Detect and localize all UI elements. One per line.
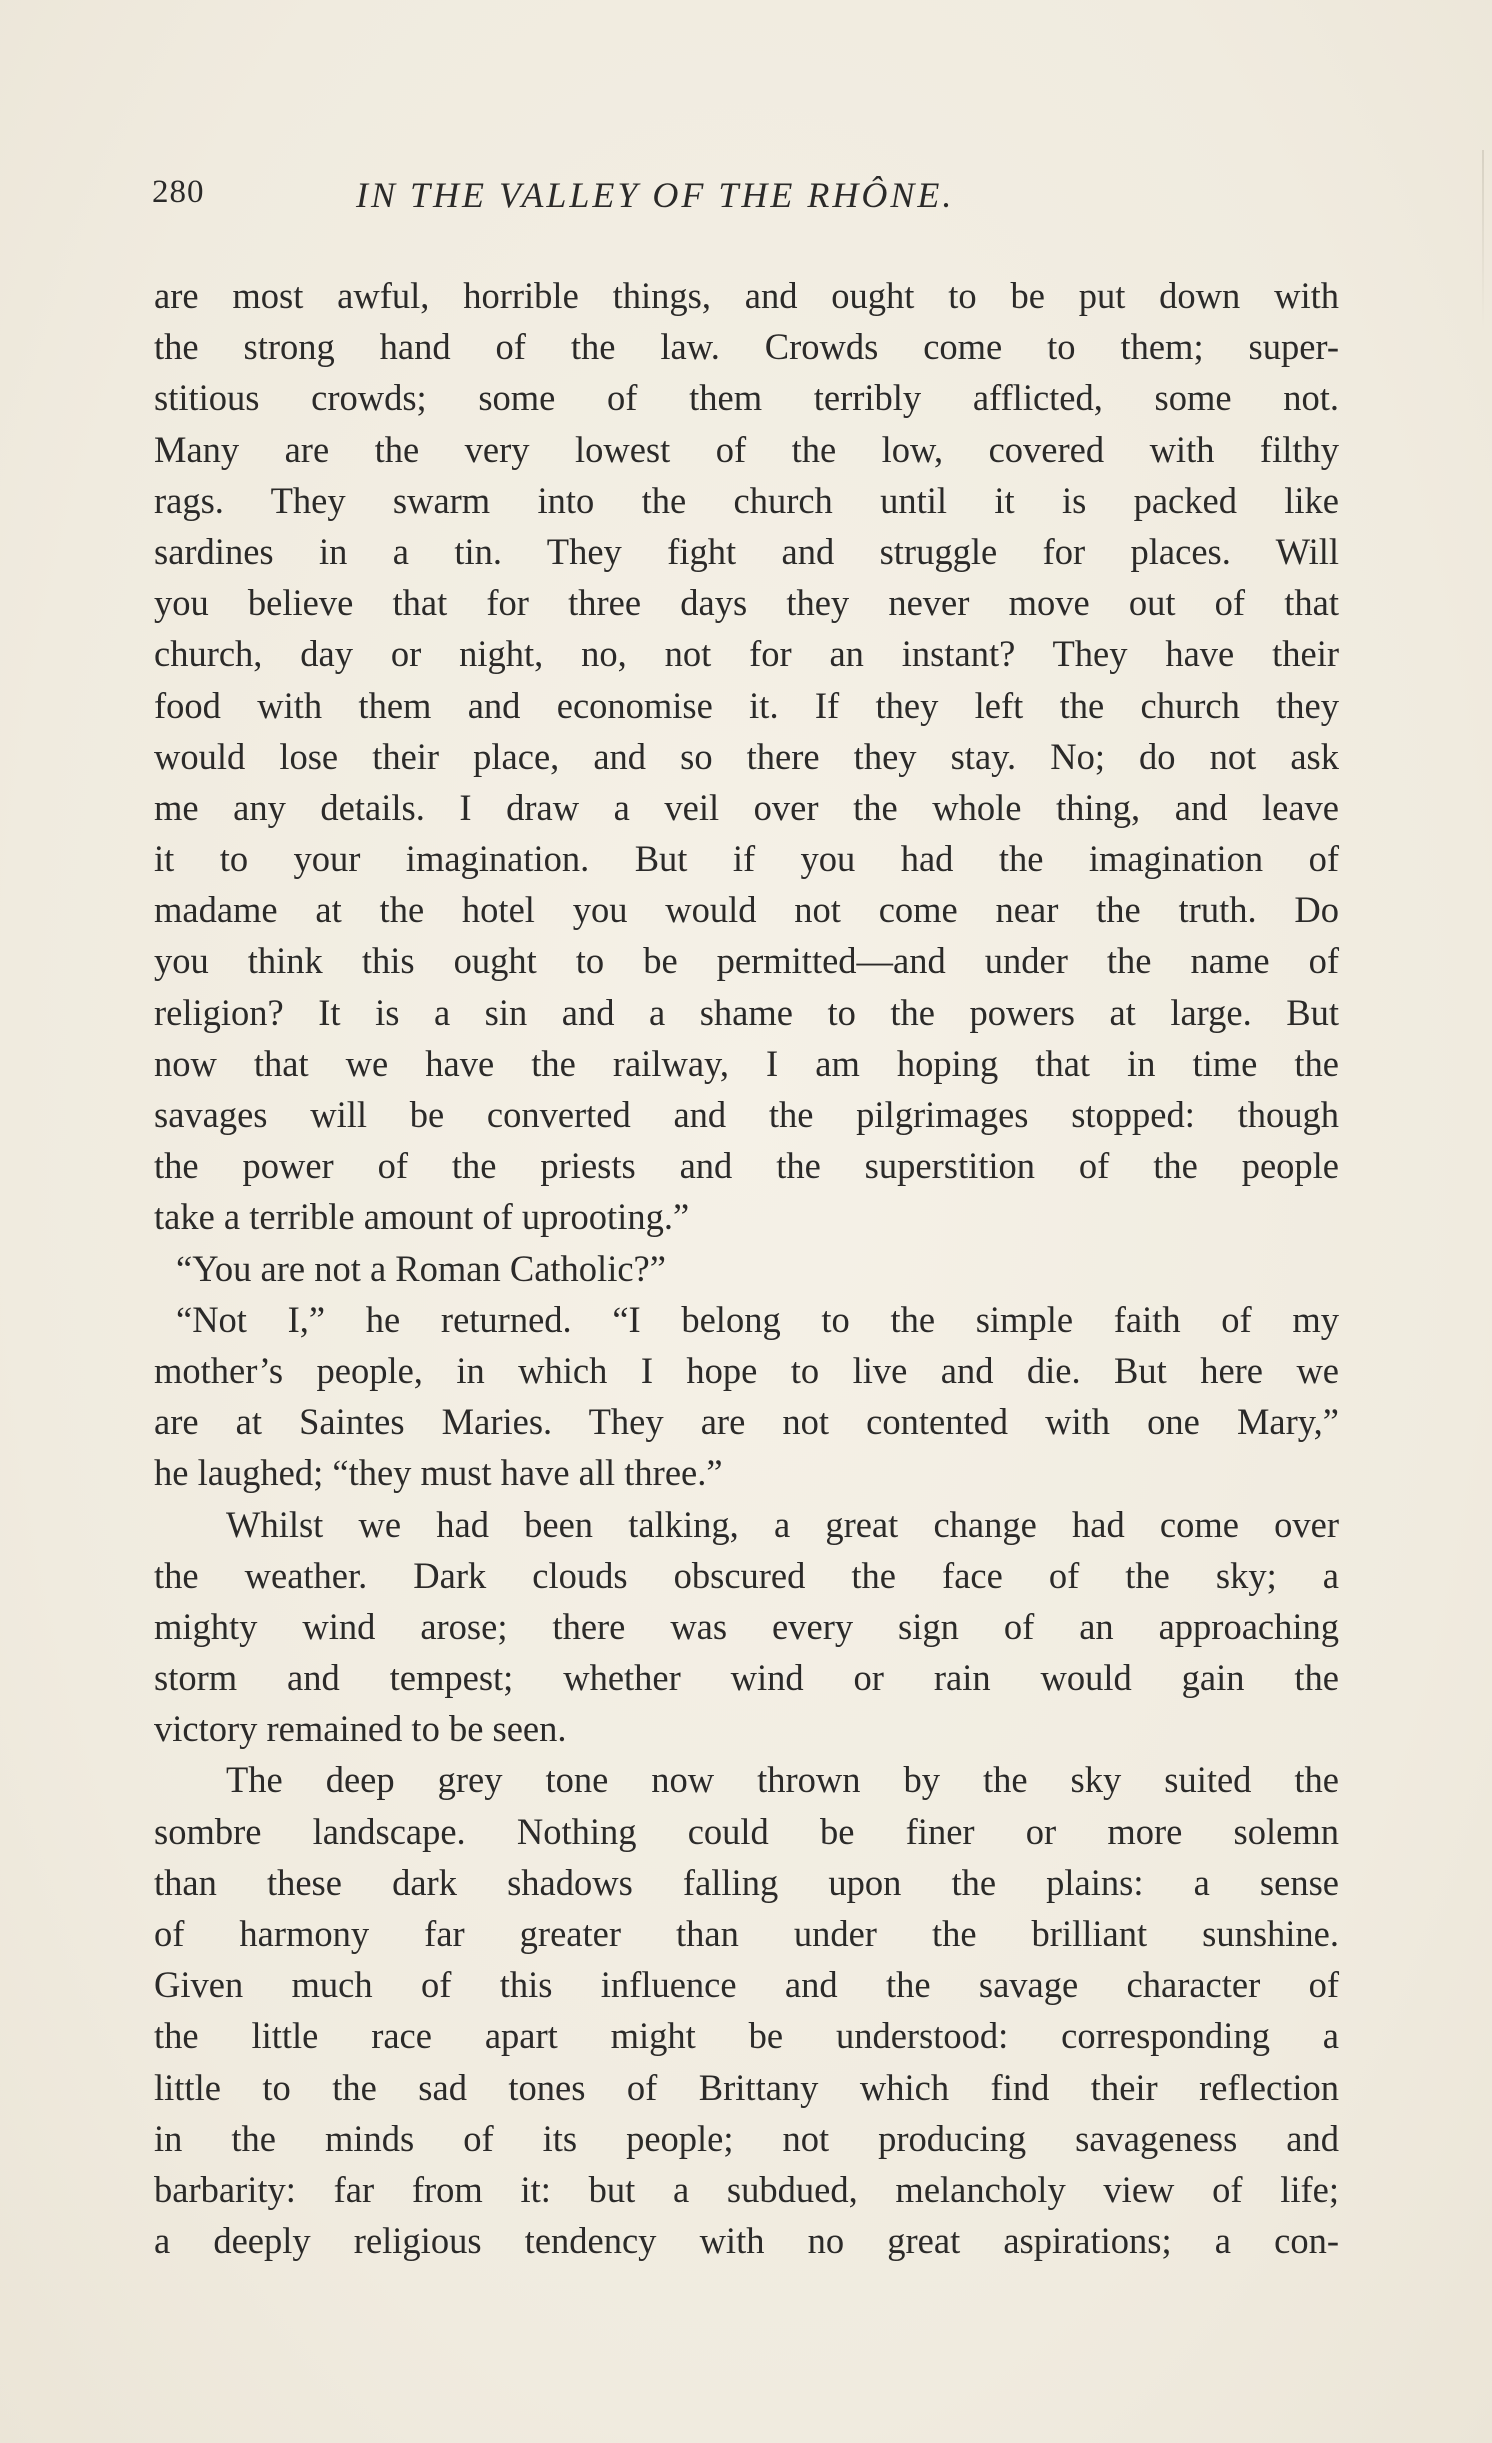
text-line: than these dark shadows falling upon the plains: a sense bbox=[154, 1861, 1339, 1903]
text-line: it to your imagination. But if you had the imagination of bbox=[154, 838, 1339, 880]
page-header bbox=[152, 174, 1342, 222]
text-line: me any details. I draw a veil over the whole thing, and leave bbox=[154, 786, 1339, 828]
text-line: barbarity: far from it: but a subdued, melancholy view of life; bbox=[154, 2168, 1339, 2210]
text-line: Whilst we had been talking, a great change had come over bbox=[226, 1503, 1339, 1545]
running-title: IN THE VALLEY OF THE RHÔNE. bbox=[356, 175, 955, 215]
text-line: mighty wind arose; there was every sign of an approaching bbox=[154, 1605, 1339, 1647]
page-number: 280 bbox=[152, 174, 205, 210]
text-line: the power of the priests and the superstition of the people bbox=[154, 1145, 1339, 1187]
text-line: little to the sad tones of Brittany which find their reflection bbox=[154, 2066, 1339, 2108]
text-line: in the minds of its people; not producing savageness and bbox=[154, 2117, 1339, 2159]
text-line: are at Saintes Maries. They are not contented with one Mary,” bbox=[154, 1401, 1339, 1443]
text-line: Given much of this influence and the savage character of bbox=[154, 1964, 1339, 2006]
text-line: church, day or night, no, not for an instant? They have their bbox=[154, 633, 1339, 675]
text-line: of harmony far greater than under the brilliant sunshine. bbox=[154, 1913, 1339, 1954]
text-line: victory remained to be seen. bbox=[154, 1708, 567, 1750]
text-line: food with them and economise it. If they left the church they bbox=[154, 684, 1339, 726]
text-line: he laughed; “they must have all three.” bbox=[154, 1452, 723, 1494]
text-line: you believe that for three days they never move out of that bbox=[154, 582, 1339, 624]
text-line: the weather. Dark clouds obscured the face of the sky; a bbox=[154, 1554, 1339, 1596]
page-edge-shadow bbox=[1482, 150, 1484, 330]
text-line: “You are not a Roman Catholic?” bbox=[176, 1247, 666, 1289]
text-line: sombre landscape. Nothing could be finer or more solemn bbox=[154, 1810, 1339, 1852]
text-line: Many are the very lowest of the low, covered with filthy bbox=[154, 428, 1339, 470]
text-line: you think this ought to be permitted—and under the name of bbox=[154, 940, 1339, 982]
text-line: the little race apart might be understood: corresponding a bbox=[154, 2015, 1339, 2057]
text-line: now that we have the railway, I am hoping that in time the bbox=[154, 1042, 1339, 1084]
body-text bbox=[154, 270, 1339, 2266]
text-line: religion? It is a sin and a shame to the powers at large. But bbox=[154, 991, 1339, 1033]
text-line: rags. They swarm into the church until it is packed like bbox=[154, 479, 1339, 521]
text-line: The deep grey tone now thrown by the sky suited the bbox=[226, 1759, 1339, 1801]
text-line: “Not I,” he returned. “I belong to the simple faith of my bbox=[176, 1298, 1339, 1340]
text-line: the strong hand of the law. Crowds come to them; super- bbox=[154, 326, 1339, 368]
text-line: madame at the hotel you would not come near the truth. Do bbox=[154, 889, 1339, 931]
text-line: sardines in a tin. They fight and struggle for places. Will bbox=[154, 530, 1339, 572]
text-line: savages will be converted and the pilgrimages stopped: though bbox=[154, 1094, 1339, 1135]
text-line: a deeply religious tendency with no great aspirations; a con- bbox=[154, 2220, 1339, 2262]
text-line: are most awful, horrible things, and ought to be put down with bbox=[154, 275, 1339, 316]
text-line: take a terrible amount of uprooting.” bbox=[154, 1196, 690, 1238]
text-line: mother’s people, in which I hope to live and die. But here we bbox=[154, 1349, 1339, 1391]
text-line: storm and tempest; whether wind or rain would gain the bbox=[154, 1657, 1339, 1699]
text-line: stitious crowds; some of them terribly afflicted, some not. bbox=[154, 377, 1339, 419]
text-line: would lose their place, and so there they stay. No; do not ask bbox=[154, 735, 1339, 777]
